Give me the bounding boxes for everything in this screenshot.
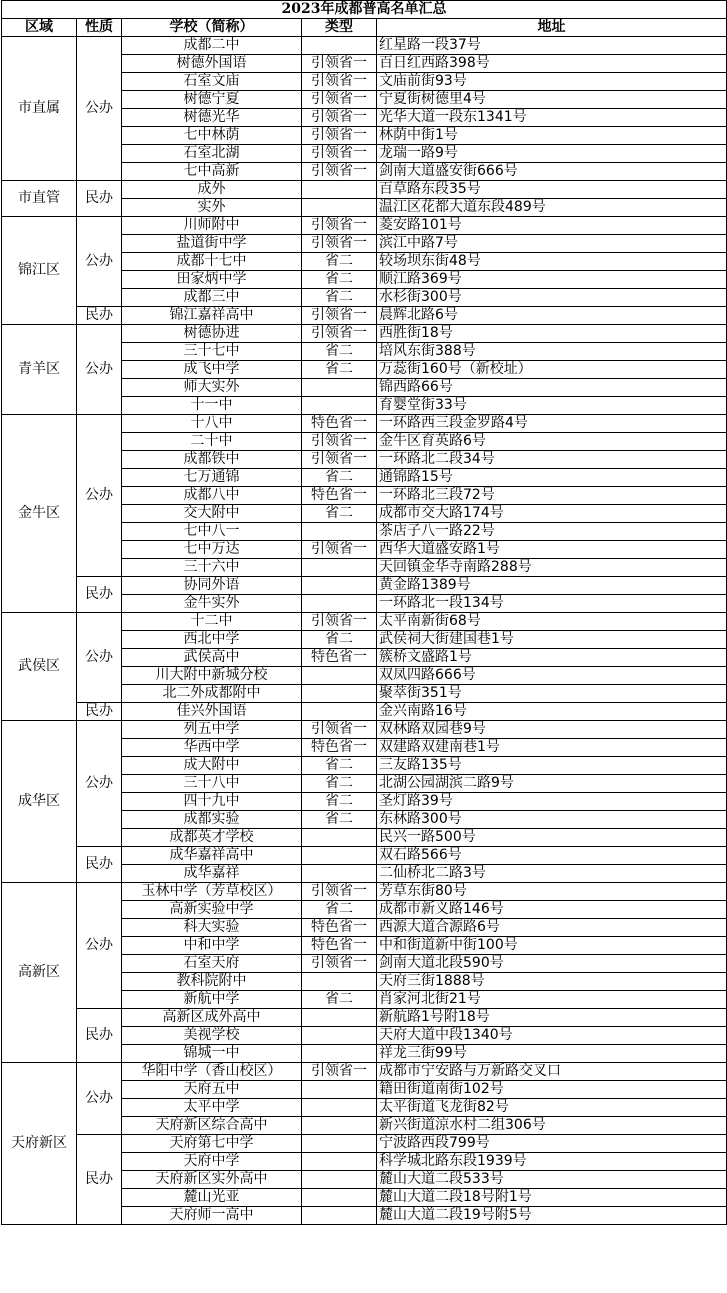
- school-address-cell: 较场坝东街48号: [377, 253, 727, 271]
- school-address-cell: 西胜街18号: [377, 325, 727, 343]
- school-type-cell: 省二: [302, 289, 377, 307]
- school-name-cell: 七中林荫: [122, 127, 302, 145]
- school-address-cell: 剑南大道北段590号: [377, 955, 727, 973]
- school-name-cell: 十一中: [122, 397, 302, 415]
- school-type-cell: [302, 199, 377, 217]
- school-type-cell: 引领省一: [302, 109, 377, 127]
- school-type-cell: 引领省一: [302, 451, 377, 469]
- nature-cell: 公办: [77, 325, 122, 415]
- school-name-cell: 成飞中学: [122, 361, 302, 379]
- school-name-cell: 石室天府: [122, 955, 302, 973]
- school-type-cell: [302, 379, 377, 397]
- school-type-cell: [302, 1171, 377, 1189]
- school-address-cell: 三友路135号: [377, 757, 727, 775]
- school-address-cell: 民兴一路500号: [377, 829, 727, 847]
- school-name-cell: 交大附中: [122, 505, 302, 523]
- school-name-cell: 田家炳中学: [122, 271, 302, 289]
- school-address-cell: 麓山大道二段18号附1号: [377, 1189, 727, 1207]
- school-address-cell: 顺江路369号: [377, 271, 727, 289]
- school-address-cell: 太平南新街68号: [377, 613, 727, 631]
- school-type-cell: [302, 1207, 377, 1225]
- school-name-cell: 成华嘉祥: [122, 865, 302, 883]
- school-name-cell: 成都十七中: [122, 253, 302, 271]
- table-row: [2, 1009, 727, 1027]
- header-nature: 性质: [77, 19, 122, 37]
- school-name-cell: 成都实验: [122, 811, 302, 829]
- school-address-cell: 金兴南路16号: [377, 703, 727, 721]
- school-type-cell: 引领省一: [302, 145, 377, 163]
- school-address-cell: 双石路566号: [377, 847, 727, 865]
- school-type-cell: [302, 865, 377, 883]
- title-row: [2, 1, 727, 19]
- school-address-cell: 双凤四路666号: [377, 667, 727, 685]
- school-type-cell: 引领省一: [302, 91, 377, 109]
- school-name-cell: 树德光华: [122, 109, 302, 127]
- table-row: [2, 181, 727, 199]
- school-type-cell: 省二: [302, 343, 377, 361]
- school-name-cell: 天府五中: [122, 1081, 302, 1099]
- school-name-cell: 麓山光亚: [122, 1189, 302, 1207]
- school-type-cell: [302, 829, 377, 847]
- school-type-cell: 引领省一: [302, 307, 377, 325]
- school-name-cell: 成都三中: [122, 289, 302, 307]
- school-type-cell: 引领省一: [302, 721, 377, 739]
- table-row: [2, 613, 727, 631]
- school-type-cell: 省二: [302, 811, 377, 829]
- school-address-cell: 万蕊街160号（新校址）: [377, 361, 727, 379]
- school-address-cell: 武侯祠大街建国巷1号: [377, 631, 727, 649]
- table-row: [2, 1135, 727, 1153]
- school-name-cell: 天府新区综合高中: [122, 1117, 302, 1135]
- school-address-cell: 天府大道中段1340号: [377, 1027, 727, 1045]
- school-type-cell: [302, 1189, 377, 1207]
- school-address-cell: 西源大道合源路6号: [377, 919, 727, 937]
- school-name-cell: 北二外成都附中: [122, 685, 302, 703]
- district-cell: 锦江区: [2, 217, 77, 325]
- table-row: [2, 37, 727, 55]
- school-address-cell: 育婴堂街33号: [377, 397, 727, 415]
- school-type-cell: 引领省一: [302, 73, 377, 91]
- district-cell: 高新区: [2, 883, 77, 1063]
- table-row: [2, 325, 727, 343]
- school-name-cell: 三十八中: [122, 775, 302, 793]
- high-school-list-table: [1, 0, 727, 1225]
- school-type-cell: [302, 523, 377, 541]
- school-address-cell: 新兴街道涼水村二组306号: [377, 1117, 727, 1135]
- school-type-cell: 省二: [302, 757, 377, 775]
- school-type-cell: [302, 37, 377, 55]
- school-type-cell: [302, 667, 377, 685]
- school-type-cell: 特色省一: [302, 487, 377, 505]
- school-name-cell: 天府第七中学: [122, 1135, 302, 1153]
- school-type-cell: 省二: [302, 991, 377, 1009]
- school-address-cell: 圣灯路39号: [377, 793, 727, 811]
- school-address-cell: 成都市宁安路与万新路交叉口: [377, 1063, 727, 1081]
- header-address: 地址: [377, 19, 727, 37]
- school-type-cell: [302, 577, 377, 595]
- school-type-cell: [302, 973, 377, 991]
- nature-cell: 公办: [77, 1063, 122, 1135]
- school-address-cell: 培风东街388号: [377, 343, 727, 361]
- nature-cell: 公办: [77, 613, 122, 703]
- school-name-cell: 盐道街中学: [122, 235, 302, 253]
- school-address-cell: 天回镇金华寺南路288号: [377, 559, 727, 577]
- school-name-cell: 师大实外: [122, 379, 302, 397]
- school-type-cell: 省二: [302, 775, 377, 793]
- school-type-cell: 引领省一: [302, 163, 377, 181]
- district-cell: 成华区: [2, 721, 77, 883]
- school-type-cell: 引领省一: [302, 235, 377, 253]
- header-district: 区域: [2, 19, 77, 37]
- school-type-cell: 引领省一: [302, 955, 377, 973]
- school-type-cell: 引领省一: [302, 127, 377, 145]
- table-body: [2, 37, 727, 1225]
- school-name-cell: 树德外国语: [122, 55, 302, 73]
- school-name-cell: 新航中学: [122, 991, 302, 1009]
- school-address-cell: 温江区花都大道东段489号: [377, 199, 727, 217]
- school-address-cell: 林荫中街1号: [377, 127, 727, 145]
- table-row: [2, 847, 727, 865]
- nature-cell: 民办: [77, 181, 122, 217]
- nature-cell: 公办: [77, 721, 122, 847]
- school-name-cell: 七中万达: [122, 541, 302, 559]
- school-address-cell: 一环路西三段金罗路4号: [377, 415, 727, 433]
- school-type-cell: 引领省一: [302, 55, 377, 73]
- school-address-cell: 百日红西路398号: [377, 55, 727, 73]
- district-cell: 青羊区: [2, 325, 77, 415]
- school-type-cell: 引领省一: [302, 883, 377, 901]
- school-name-cell: 太平中学: [122, 1099, 302, 1117]
- school-name-cell: 天府中学: [122, 1153, 302, 1171]
- school-name-cell: 三十七中: [122, 343, 302, 361]
- school-name-cell: 七中高新: [122, 163, 302, 181]
- nature-cell: 民办: [77, 307, 122, 325]
- nature-cell: 民办: [77, 703, 122, 721]
- school-address-cell: 芳草东街80号: [377, 883, 727, 901]
- district-cell: 市直属: [2, 37, 77, 181]
- school-name-cell: 十二中: [122, 613, 302, 631]
- school-type-cell: 省二: [302, 361, 377, 379]
- school-name-cell: 成都二中: [122, 37, 302, 55]
- school-name-cell: 列五中学: [122, 721, 302, 739]
- school-type-cell: [302, 1135, 377, 1153]
- school-address-cell: 麓山大道二段533号: [377, 1171, 727, 1189]
- school-address-cell: 滨江中路7号: [377, 235, 727, 253]
- school-name-cell: 成都八中: [122, 487, 302, 505]
- school-address-cell: 太平街道飞龙街82号: [377, 1099, 727, 1117]
- school-name-cell: 美视学校: [122, 1027, 302, 1045]
- school-type-cell: 省二: [302, 901, 377, 919]
- school-name-cell: 天府新区实外高中: [122, 1171, 302, 1189]
- school-address-cell: 双建路双建南巷1号: [377, 739, 727, 757]
- school-type-cell: 特色省一: [302, 919, 377, 937]
- school-name-cell: 华阳中学（香山校区）: [122, 1063, 302, 1081]
- school-address-cell: 一环路北三段72号: [377, 487, 727, 505]
- school-name-cell: 成都铁中: [122, 451, 302, 469]
- school-address-cell: 二仙桥北二路3号: [377, 865, 727, 883]
- school-address-cell: 宁波路西段799号: [377, 1135, 727, 1153]
- school-address-cell: 东林路300号: [377, 811, 727, 829]
- school-name-cell: 七中八一: [122, 523, 302, 541]
- district-cell: 天府新区: [2, 1063, 77, 1225]
- school-name-cell: 佳兴外国语: [122, 703, 302, 721]
- school-address-cell: 中和街道新中街100号: [377, 937, 727, 955]
- school-name-cell: 四十九中: [122, 793, 302, 811]
- nature-cell: 公办: [77, 883, 122, 1009]
- school-type-cell: [302, 397, 377, 415]
- school-type-cell: [302, 847, 377, 865]
- school-name-cell: 教科院附中: [122, 973, 302, 991]
- school-name-cell: 十八中: [122, 415, 302, 433]
- school-name-cell: 西北中学: [122, 631, 302, 649]
- school-type-cell: [302, 559, 377, 577]
- school-type-cell: [302, 1117, 377, 1135]
- school-type-cell: 特色省一: [302, 649, 377, 667]
- school-address-cell: 茶店子八一路22号: [377, 523, 727, 541]
- school-address-cell: 百草路东段35号: [377, 181, 727, 199]
- nature-cell: 民办: [77, 577, 122, 613]
- school-type-cell: 省二: [302, 631, 377, 649]
- school-address-cell: 聚萃街351号: [377, 685, 727, 703]
- table-row: [2, 703, 727, 721]
- table-row: [2, 217, 727, 235]
- school-type-cell: 省二: [302, 271, 377, 289]
- school-address-cell: 麓山大道二段19号附5号: [377, 1207, 727, 1225]
- school-name-cell: 锦江嘉祥高中: [122, 307, 302, 325]
- table-row: [2, 415, 727, 433]
- nature-cell: 公办: [77, 217, 122, 307]
- school-address-cell: 菱安路101号: [377, 217, 727, 235]
- school-type-cell: 引领省一: [302, 325, 377, 343]
- school-name-cell: 成外: [122, 181, 302, 199]
- nature-cell: 民办: [77, 847, 122, 883]
- school-type-cell: 省二: [302, 793, 377, 811]
- school-address-cell: 天府三街1888号: [377, 973, 727, 991]
- school-address-cell: 肖家河北街21号: [377, 991, 727, 1009]
- table-title: 2023年成都普高名单汇总: [2, 1, 727, 19]
- school-name-cell: 科大实验: [122, 919, 302, 937]
- nature-cell: 民办: [77, 1135, 122, 1225]
- school-address-cell: 一环路北一段134号: [377, 595, 727, 613]
- table-row: [2, 1063, 727, 1081]
- nature-cell: 公办: [77, 37, 122, 181]
- school-name-cell: 天府师一高中: [122, 1207, 302, 1225]
- table-row: [2, 577, 727, 595]
- school-address-cell: 宁夏街树德里4号: [377, 91, 727, 109]
- school-address-cell: 晨辉北路6号: [377, 307, 727, 325]
- school-type-cell: [302, 181, 377, 199]
- school-name-cell: 高新实验中学: [122, 901, 302, 919]
- school-address-cell: 文庙前街93号: [377, 73, 727, 91]
- school-type-cell: [302, 1153, 377, 1171]
- school-type-cell: 特色省一: [302, 415, 377, 433]
- school-address-cell: 通锦路15号: [377, 469, 727, 487]
- school-name-cell: 川大附中新城分校: [122, 667, 302, 685]
- school-name-cell: 金牛实外: [122, 595, 302, 613]
- school-type-cell: [302, 1009, 377, 1027]
- school-type-cell: [302, 685, 377, 703]
- nature-cell: 民办: [77, 1009, 122, 1063]
- school-name-cell: 中和中学: [122, 937, 302, 955]
- school-address-cell: 西华大道盛安路1号: [377, 541, 727, 559]
- school-name-cell: 成华嘉祥高中: [122, 847, 302, 865]
- school-address-cell: 金牛区育英路6号: [377, 433, 727, 451]
- school-address-cell: 成都市新义路146号: [377, 901, 727, 919]
- school-type-cell: 省二: [302, 505, 377, 523]
- school-address-cell: 成都市交大路174号: [377, 505, 727, 523]
- school-address-cell: 龙瑞一路9号: [377, 145, 727, 163]
- school-type-cell: [302, 1027, 377, 1045]
- school-address-cell: 水杉街300号: [377, 289, 727, 307]
- school-name-cell: 华西中学: [122, 739, 302, 757]
- school-name-cell: 实外: [122, 199, 302, 217]
- school-address-cell: 一环路北二段34号: [377, 451, 727, 469]
- school-address-cell: 光华大道一段东1341号: [377, 109, 727, 127]
- school-address-cell: 祥龙三街99号: [377, 1045, 727, 1063]
- school-address-cell: 双林路双园巷9号: [377, 721, 727, 739]
- header-school: 学校（简称）: [122, 19, 302, 37]
- school-type-cell: [302, 1045, 377, 1063]
- header-type: 类型: [302, 19, 377, 37]
- school-name-cell: 成都英才学校: [122, 829, 302, 847]
- school-name-cell: 武侯高中: [122, 649, 302, 667]
- school-name-cell: 树德协进: [122, 325, 302, 343]
- district-cell: 市直管: [2, 181, 77, 217]
- school-type-cell: 引领省一: [302, 217, 377, 235]
- school-address-cell: 红星路一段37号: [377, 37, 727, 55]
- school-type-cell: 特色省一: [302, 739, 377, 757]
- nature-cell: 公办: [77, 415, 122, 577]
- school-address-cell: 簇桥文盛路1号: [377, 649, 727, 667]
- school-type-cell: 引领省一: [302, 433, 377, 451]
- school-name-cell: 高新区成外高中: [122, 1009, 302, 1027]
- school-type-cell: 引领省一: [302, 541, 377, 559]
- school-type-cell: [302, 1099, 377, 1117]
- school-name-cell: 三十六中: [122, 559, 302, 577]
- school-address-cell: 黄金路1389号: [377, 577, 727, 595]
- school-name-cell: 石室文庙: [122, 73, 302, 91]
- school-type-cell: 引领省一: [302, 1063, 377, 1081]
- school-name-cell: 成大附中: [122, 757, 302, 775]
- table-row: [2, 307, 727, 325]
- school-address-cell: 科学城北路东段1939号: [377, 1153, 727, 1171]
- school-name-cell: 七万通锦: [122, 469, 302, 487]
- school-address-cell: 北湖公园湖滨二路9号: [377, 775, 727, 793]
- school-type-cell: [302, 703, 377, 721]
- district-cell: 武侯区: [2, 613, 77, 721]
- header-row: [2, 19, 727, 37]
- school-type-cell: 引领省一: [302, 613, 377, 631]
- table-row: [2, 883, 727, 901]
- school-name-cell: 协同外语: [122, 577, 302, 595]
- school-name-cell: 玉林中学（芳草校区）: [122, 883, 302, 901]
- school-address-cell: 籍田街道南街102号: [377, 1081, 727, 1099]
- school-name-cell: 树德宁夏: [122, 91, 302, 109]
- school-name-cell: 川师附中: [122, 217, 302, 235]
- school-address-cell: 剑南大道盛安街666号: [377, 163, 727, 181]
- school-name-cell: 二十中: [122, 433, 302, 451]
- school-type-cell: 省二: [302, 253, 377, 271]
- district-cell: 金牛区: [2, 415, 77, 613]
- school-type-cell: 特色省一: [302, 937, 377, 955]
- school-type-cell: [302, 1081, 377, 1099]
- school-name-cell: 石室北湖: [122, 145, 302, 163]
- school-address-cell: 锦西路66号: [377, 379, 727, 397]
- school-type-cell: [302, 595, 377, 613]
- school-address-cell: 新航路1号附18号: [377, 1009, 727, 1027]
- school-type-cell: 省二: [302, 469, 377, 487]
- school-name-cell: 锦城一中: [122, 1045, 302, 1063]
- table-row: [2, 721, 727, 739]
